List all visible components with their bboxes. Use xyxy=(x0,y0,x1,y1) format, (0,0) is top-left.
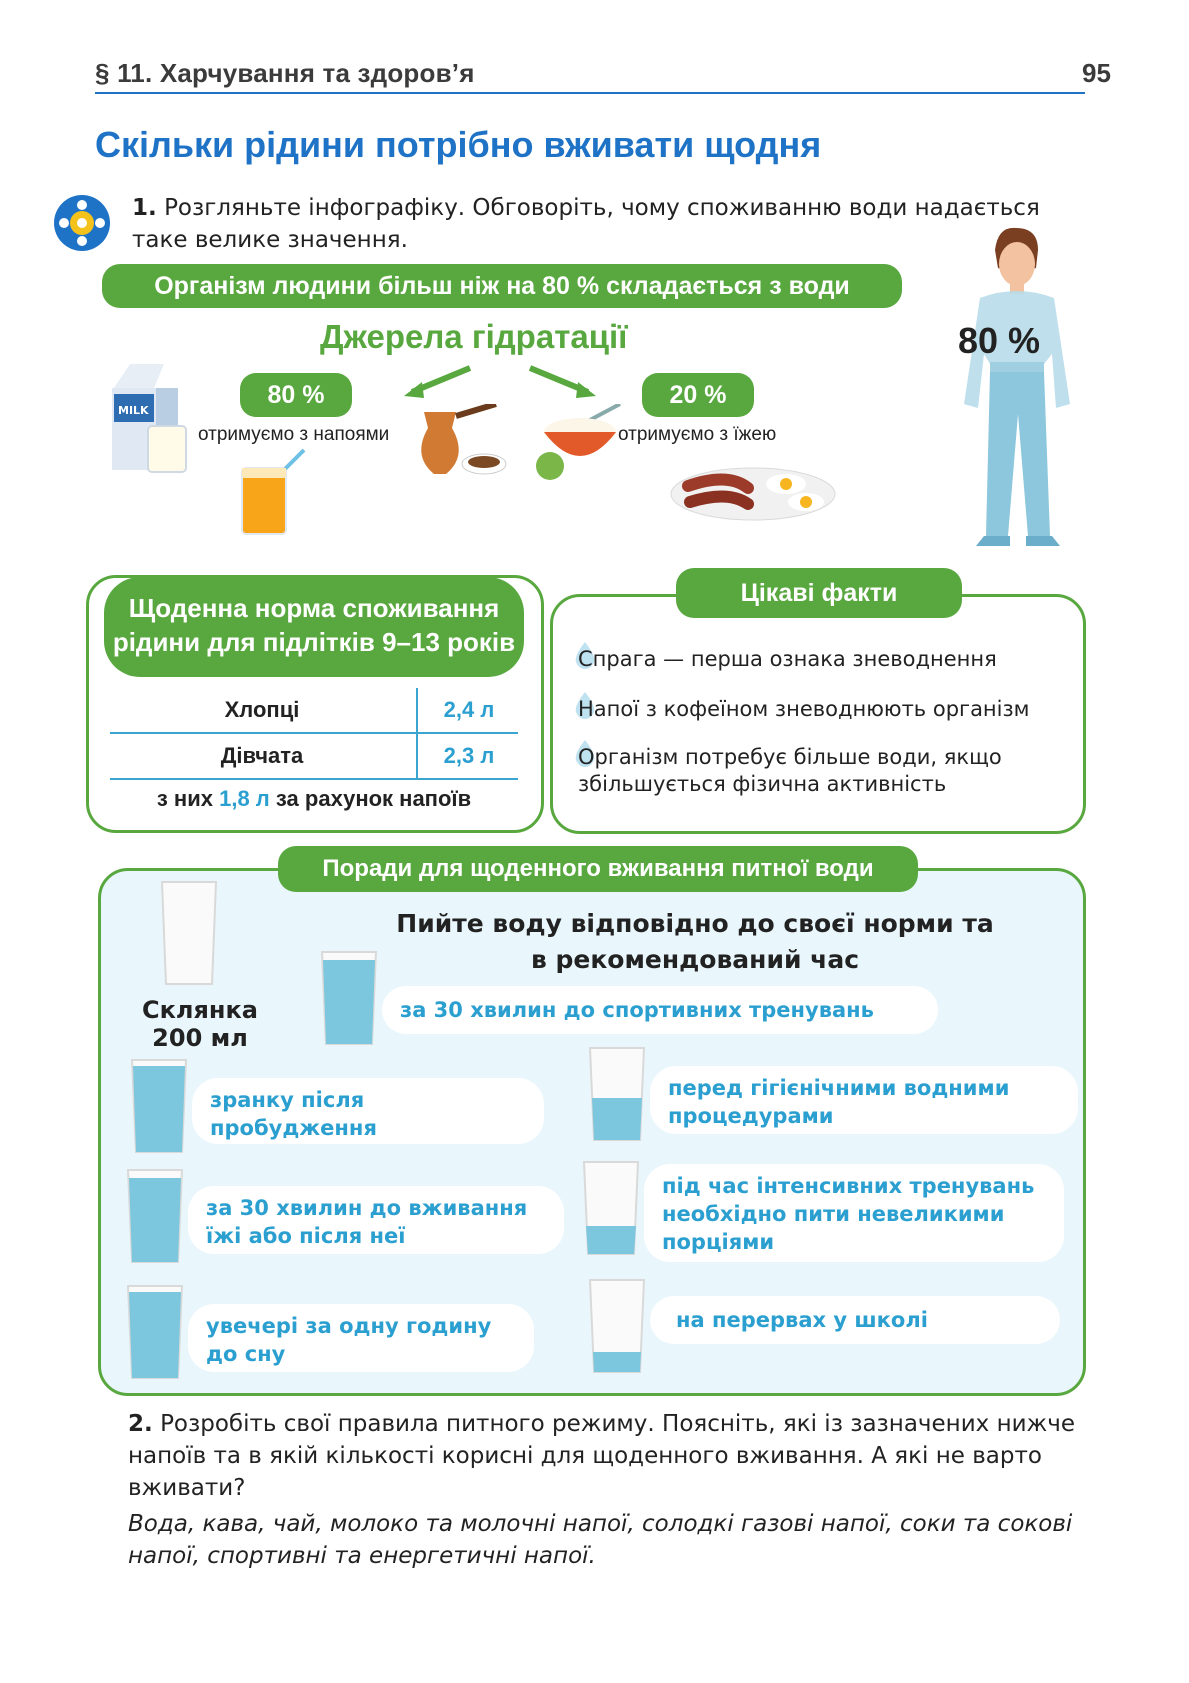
tip-item: за 30 хвилин до вживання їжі або після неї xyxy=(188,1186,564,1254)
juice-glass-icon xyxy=(236,448,316,538)
food-caption: отримуємо з їжею xyxy=(618,424,777,445)
glass-caption-line1: Склянка xyxy=(142,996,258,1024)
facts-title: Цікаві факти xyxy=(676,568,962,618)
norm-group: Дівчата xyxy=(220,743,304,768)
hydration-sources-title: Джерела гідратації xyxy=(320,318,628,355)
quarter-glass-icon xyxy=(580,1160,642,1258)
section-header: § 11. Харчування та здоров’я xyxy=(95,58,475,88)
table-row xyxy=(110,734,518,780)
drinks-percent-badge: 80 % xyxy=(240,373,352,417)
tip-item: зранку після пробудження xyxy=(192,1078,544,1144)
tip-item: за 30 хвилин до спортивних тренувань xyxy=(382,986,938,1034)
task-2-text: Розробіть свої правила питного режиму. Поясніть, які із зазначених нижче напоїв та в якій кількості корисні для щоденного вживання. А які не варто вживати? xyxy=(128,1411,1076,1501)
milk-carton-icon xyxy=(108,358,188,478)
glass-caption-line2: 200 мл xyxy=(152,1024,248,1052)
porridge-bowl-icon xyxy=(528,404,638,484)
full-glass-icon xyxy=(124,1168,186,1266)
tip-item: на перервах у школі xyxy=(650,1296,1060,1344)
norm-value: 2,3 л xyxy=(416,734,520,778)
full-glass-icon xyxy=(124,1284,186,1382)
low-glass-icon xyxy=(586,1278,648,1376)
milk-label: MILK xyxy=(118,404,149,417)
drinking-rule: Пийте воду відповідно до своєї норми та в рекомендований час xyxy=(396,909,994,974)
norm-value: 2,4 л xyxy=(416,688,520,732)
table-row xyxy=(110,688,518,734)
empty-glass-icon xyxy=(158,880,220,988)
daily-norm-table xyxy=(110,688,518,780)
fact-item: Спрага — перша ознака зневоднення xyxy=(578,647,997,671)
daily-norm-title: Щоденна норма споживання рідини для підлітків 9–13 років xyxy=(104,577,524,677)
task-1-text: Розгляньте інфографіку. Обговоріть, чому споживанню води надається таке велике значення. xyxy=(132,195,1040,253)
water-banner: Організм людини більш ніж на 80 % складається з води xyxy=(102,264,902,308)
page-number: 95 xyxy=(1082,58,1111,88)
norm-note-prefix: з них xyxy=(156,786,213,811)
arrows-icon xyxy=(400,362,600,402)
fact-item: Напої з кофеїном зневоднюють організм xyxy=(578,697,1030,721)
half-glass-icon xyxy=(586,1046,648,1144)
drinking-tips-title: Поради для щоденного вживання питної води xyxy=(278,846,918,892)
drinks-list: Вода, кава, чай, молоко та молочні напої, солодкі газові напої, соки та сокові напої, спортивні та енергетичні напої. xyxy=(128,1511,1073,1569)
tip-item: під час інтенсивних тренувань необхідно пити невеликими порціями xyxy=(644,1164,1064,1262)
drinks-caption: отримуємо з напоями xyxy=(198,424,390,445)
fact-item: Організм потребує більше води, якщо збільшується фізична активність xyxy=(578,745,1002,796)
food-percent-badge: 20 % xyxy=(642,373,754,417)
glass-caption xyxy=(130,996,270,1052)
task-2-number: 2. xyxy=(128,1411,153,1437)
header-divider xyxy=(95,92,1085,94)
daily-norm-note xyxy=(110,786,518,812)
page-title: Скільки рідини потрібно вживати щодня xyxy=(95,124,822,165)
tip-item: увечері за одну годину до сну xyxy=(188,1304,534,1372)
discussion-icon xyxy=(52,193,112,253)
coffee-icon xyxy=(412,404,512,484)
full-glass-icon xyxy=(128,1058,190,1156)
tip-item: перед гігієнічними водними процедурами xyxy=(650,1066,1078,1134)
body-water-percent: 80 % xyxy=(958,320,1041,361)
norm-note-suffix: за рахунок напоїв xyxy=(275,786,472,811)
person-icon xyxy=(940,224,1090,554)
task-1-number: 1. xyxy=(132,195,157,221)
task-2 xyxy=(128,1408,1088,1504)
sausage-eggs-icon xyxy=(668,454,838,524)
norm-note-value: 1,8 л xyxy=(219,786,270,811)
norm-group: Хлопці xyxy=(224,697,300,722)
full-glass-icon xyxy=(318,950,380,1048)
